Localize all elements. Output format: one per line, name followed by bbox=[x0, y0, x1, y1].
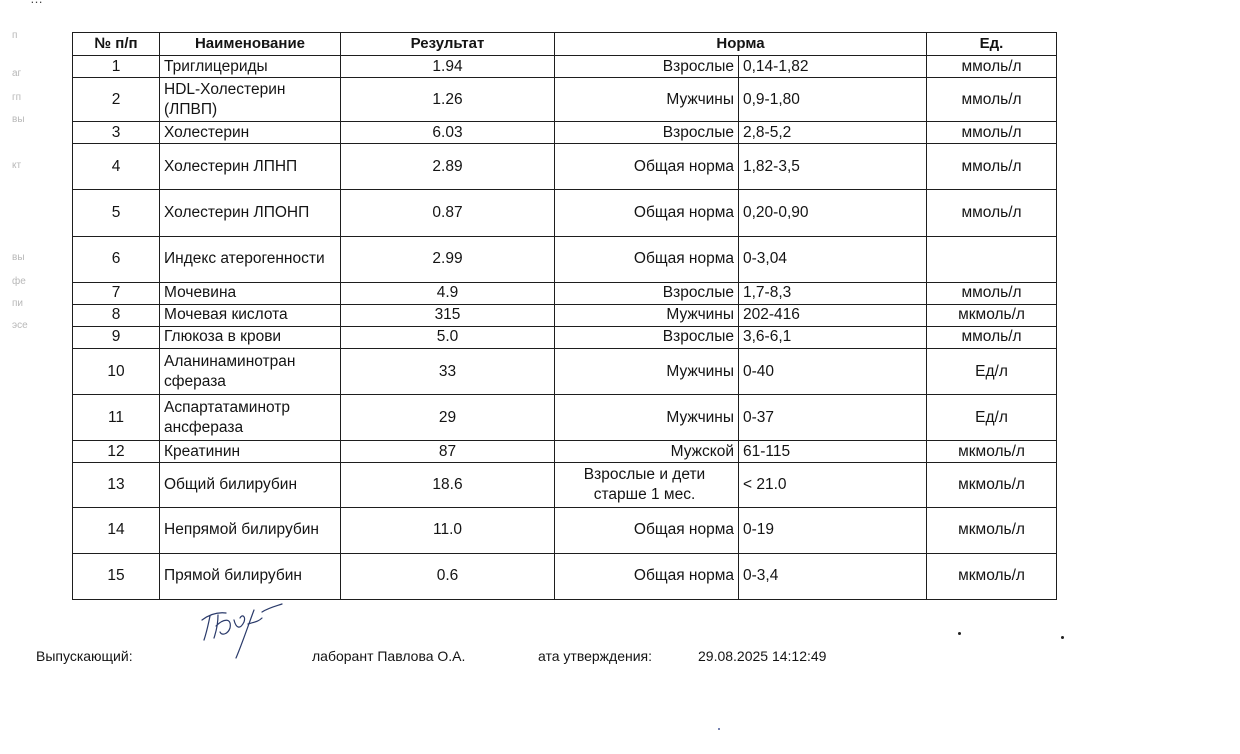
table-row bbox=[73, 349, 1057, 395]
row-result: 315 bbox=[341, 304, 555, 326]
table-row bbox=[73, 326, 1057, 348]
scan-edge-artifacts: п аг гп вы кт вы фе пи эсе bbox=[12, 30, 28, 331]
row-norm-group: Мужчины bbox=[555, 395, 739, 441]
row-norm-range: 0-40 bbox=[739, 349, 927, 395]
row-unit: мкмоль/л bbox=[927, 463, 1057, 507]
row-name: Креатинин bbox=[160, 441, 341, 463]
row-norm-group: Общая норма bbox=[555, 553, 739, 599]
table-row bbox=[73, 122, 1057, 144]
header-name: Наименование bbox=[160, 33, 341, 56]
row-norm-range: 202-416 bbox=[739, 304, 927, 326]
row-norm-range: 0,14-1,82 bbox=[739, 56, 927, 78]
row-unit: Ед/л bbox=[927, 395, 1057, 441]
table-row bbox=[73, 304, 1057, 326]
row-name: HDL-Холестерин (ЛПВП) bbox=[160, 78, 341, 122]
row-result: 33 bbox=[341, 349, 555, 395]
row-unit: ммоль/л bbox=[927, 190, 1057, 236]
row-unit: ммоль/л bbox=[927, 144, 1057, 190]
row-unit: мкмоль/л bbox=[927, 553, 1057, 599]
row-norm-group: Общая норма bbox=[555, 507, 739, 553]
table-row bbox=[73, 236, 1057, 282]
row-norm-range: 0-19 bbox=[739, 507, 927, 553]
row-result: 0.6 bbox=[341, 553, 555, 599]
table-row bbox=[73, 56, 1057, 78]
row-num: 2 bbox=[73, 78, 160, 122]
row-unit: мкмоль/л bbox=[927, 507, 1057, 553]
row-norm-range: 0,9-1,80 bbox=[739, 78, 927, 122]
row-result: 18.6 bbox=[341, 463, 555, 507]
table-row bbox=[73, 553, 1057, 599]
row-norm-range: 0-37 bbox=[739, 395, 927, 441]
row-unit: ммоль/л bbox=[927, 78, 1057, 122]
row-num: 7 bbox=[73, 282, 160, 304]
row-name: Общий билирубин bbox=[160, 463, 341, 507]
row-num: 3 bbox=[73, 122, 160, 144]
row-num: 9 bbox=[73, 326, 160, 348]
row-result: 11.0 bbox=[341, 507, 555, 553]
row-norm-range: 61-115 bbox=[739, 441, 927, 463]
row-norm-range: 2,8-5,2 bbox=[739, 122, 927, 144]
table-header-row bbox=[73, 33, 1057, 56]
row-result: 4.9 bbox=[341, 282, 555, 304]
row-name: Глюкоза в крови bbox=[160, 326, 341, 348]
table-row bbox=[73, 441, 1057, 463]
issuer-label: Выпускающий: bbox=[36, 648, 133, 664]
row-norm-range: 0-3,4 bbox=[739, 553, 927, 599]
header-result: Результат bbox=[341, 33, 555, 56]
table-row bbox=[73, 463, 1057, 507]
table-row bbox=[73, 507, 1057, 553]
row-norm-group: Взрослые и дети старше 1 мес. bbox=[555, 463, 739, 507]
row-norm-group: Общая норма bbox=[555, 190, 739, 236]
row-name: Прямой билирубин bbox=[160, 553, 341, 599]
row-name: Холестерин ЛПНП bbox=[160, 144, 341, 190]
row-result: 87 bbox=[341, 441, 555, 463]
row-unit bbox=[927, 236, 1057, 282]
approval-date-label: ата утверждения: bbox=[538, 648, 653, 664]
scan-speck bbox=[1061, 636, 1064, 639]
header-unit: Ед. bbox=[927, 33, 1057, 56]
results-table bbox=[72, 32, 1057, 600]
approval-datetime: 29.08.2025 14:12:49 bbox=[698, 648, 827, 664]
row-num: 4 bbox=[73, 144, 160, 190]
table-row bbox=[73, 282, 1057, 304]
row-num: 11 bbox=[73, 395, 160, 441]
row-norm-range: 3,6-6,1 bbox=[739, 326, 927, 348]
table-row bbox=[73, 190, 1057, 236]
row-unit: ммоль/л bbox=[927, 122, 1057, 144]
row-result: 29 bbox=[341, 395, 555, 441]
row-result: 1.94 bbox=[341, 56, 555, 78]
row-name: Аспартатаминотр ансфераза bbox=[160, 395, 341, 441]
row-name: Непрямой билирубин bbox=[160, 507, 341, 553]
row-norm-group: Взрослые bbox=[555, 282, 739, 304]
row-unit: ммоль/л bbox=[927, 326, 1057, 348]
table-row bbox=[73, 144, 1057, 190]
row-norm-group: Общая норма bbox=[555, 144, 739, 190]
row-unit: Ед/л bbox=[927, 349, 1057, 395]
row-num: 10 bbox=[73, 349, 160, 395]
table-row bbox=[73, 78, 1057, 122]
row-result: 2.89 bbox=[341, 144, 555, 190]
row-norm-group: Мужчины bbox=[555, 304, 739, 326]
row-norm-group: Мужской bbox=[555, 441, 739, 463]
row-num: 14 bbox=[73, 507, 160, 553]
row-name: Холестерин bbox=[160, 122, 341, 144]
signature bbox=[196, 600, 286, 662]
row-num: 5 bbox=[73, 190, 160, 236]
row-norm-range: < 21.0 bbox=[739, 463, 927, 507]
row-unit: ммоль/л bbox=[927, 56, 1057, 78]
row-num: 13 bbox=[73, 463, 160, 507]
row-num: 1 bbox=[73, 56, 160, 78]
row-num: 6 bbox=[73, 236, 160, 282]
row-norm-range: 0-3,04 bbox=[739, 236, 927, 282]
row-name: Холестерин ЛПОНП bbox=[160, 190, 341, 236]
table-row bbox=[73, 395, 1057, 441]
row-name: Мочевина bbox=[160, 282, 341, 304]
row-norm-group: Взрослые bbox=[555, 56, 739, 78]
row-unit: мкмоль/л bbox=[927, 441, 1057, 463]
row-norm-group: Общая норма bbox=[555, 236, 739, 282]
row-num: 12 bbox=[73, 441, 160, 463]
row-norm-group: Мужчины bbox=[555, 349, 739, 395]
row-unit: ммоль/л bbox=[927, 282, 1057, 304]
row-norm-range: 1,7-8,3 bbox=[739, 282, 927, 304]
row-unit: мкмоль/л bbox=[927, 304, 1057, 326]
scan-speck bbox=[958, 632, 961, 635]
row-result: 1.26 bbox=[341, 78, 555, 122]
row-num: 8 bbox=[73, 304, 160, 326]
row-num: 15 bbox=[73, 553, 160, 599]
header-norm: Норма bbox=[555, 33, 927, 56]
row-name: Аланинаминотран сфераза bbox=[160, 349, 341, 395]
row-norm-group: Взрослые bbox=[555, 326, 739, 348]
row-name: Триглицериды bbox=[160, 56, 341, 78]
row-result: 6.03 bbox=[341, 122, 555, 144]
row-norm-group: Взрослые bbox=[555, 122, 739, 144]
scan-speck bbox=[718, 728, 720, 730]
header-num: № п/п bbox=[73, 33, 160, 56]
lab-person: лаборант Павлова О.А. bbox=[312, 648, 466, 664]
row-name: Индекс атерогенности bbox=[160, 236, 341, 282]
cut-off-header-text bbox=[30, 0, 43, 6]
row-result: 5.0 bbox=[341, 326, 555, 348]
row-result: 0.87 bbox=[341, 190, 555, 236]
row-norm-range: 0,20-0,90 bbox=[739, 190, 927, 236]
row-norm-range: 1,82-3,5 bbox=[739, 144, 927, 190]
row-name: Мочевая кислота bbox=[160, 304, 341, 326]
row-result: 2.99 bbox=[341, 236, 555, 282]
row-norm-group: Мужчины bbox=[555, 78, 739, 122]
